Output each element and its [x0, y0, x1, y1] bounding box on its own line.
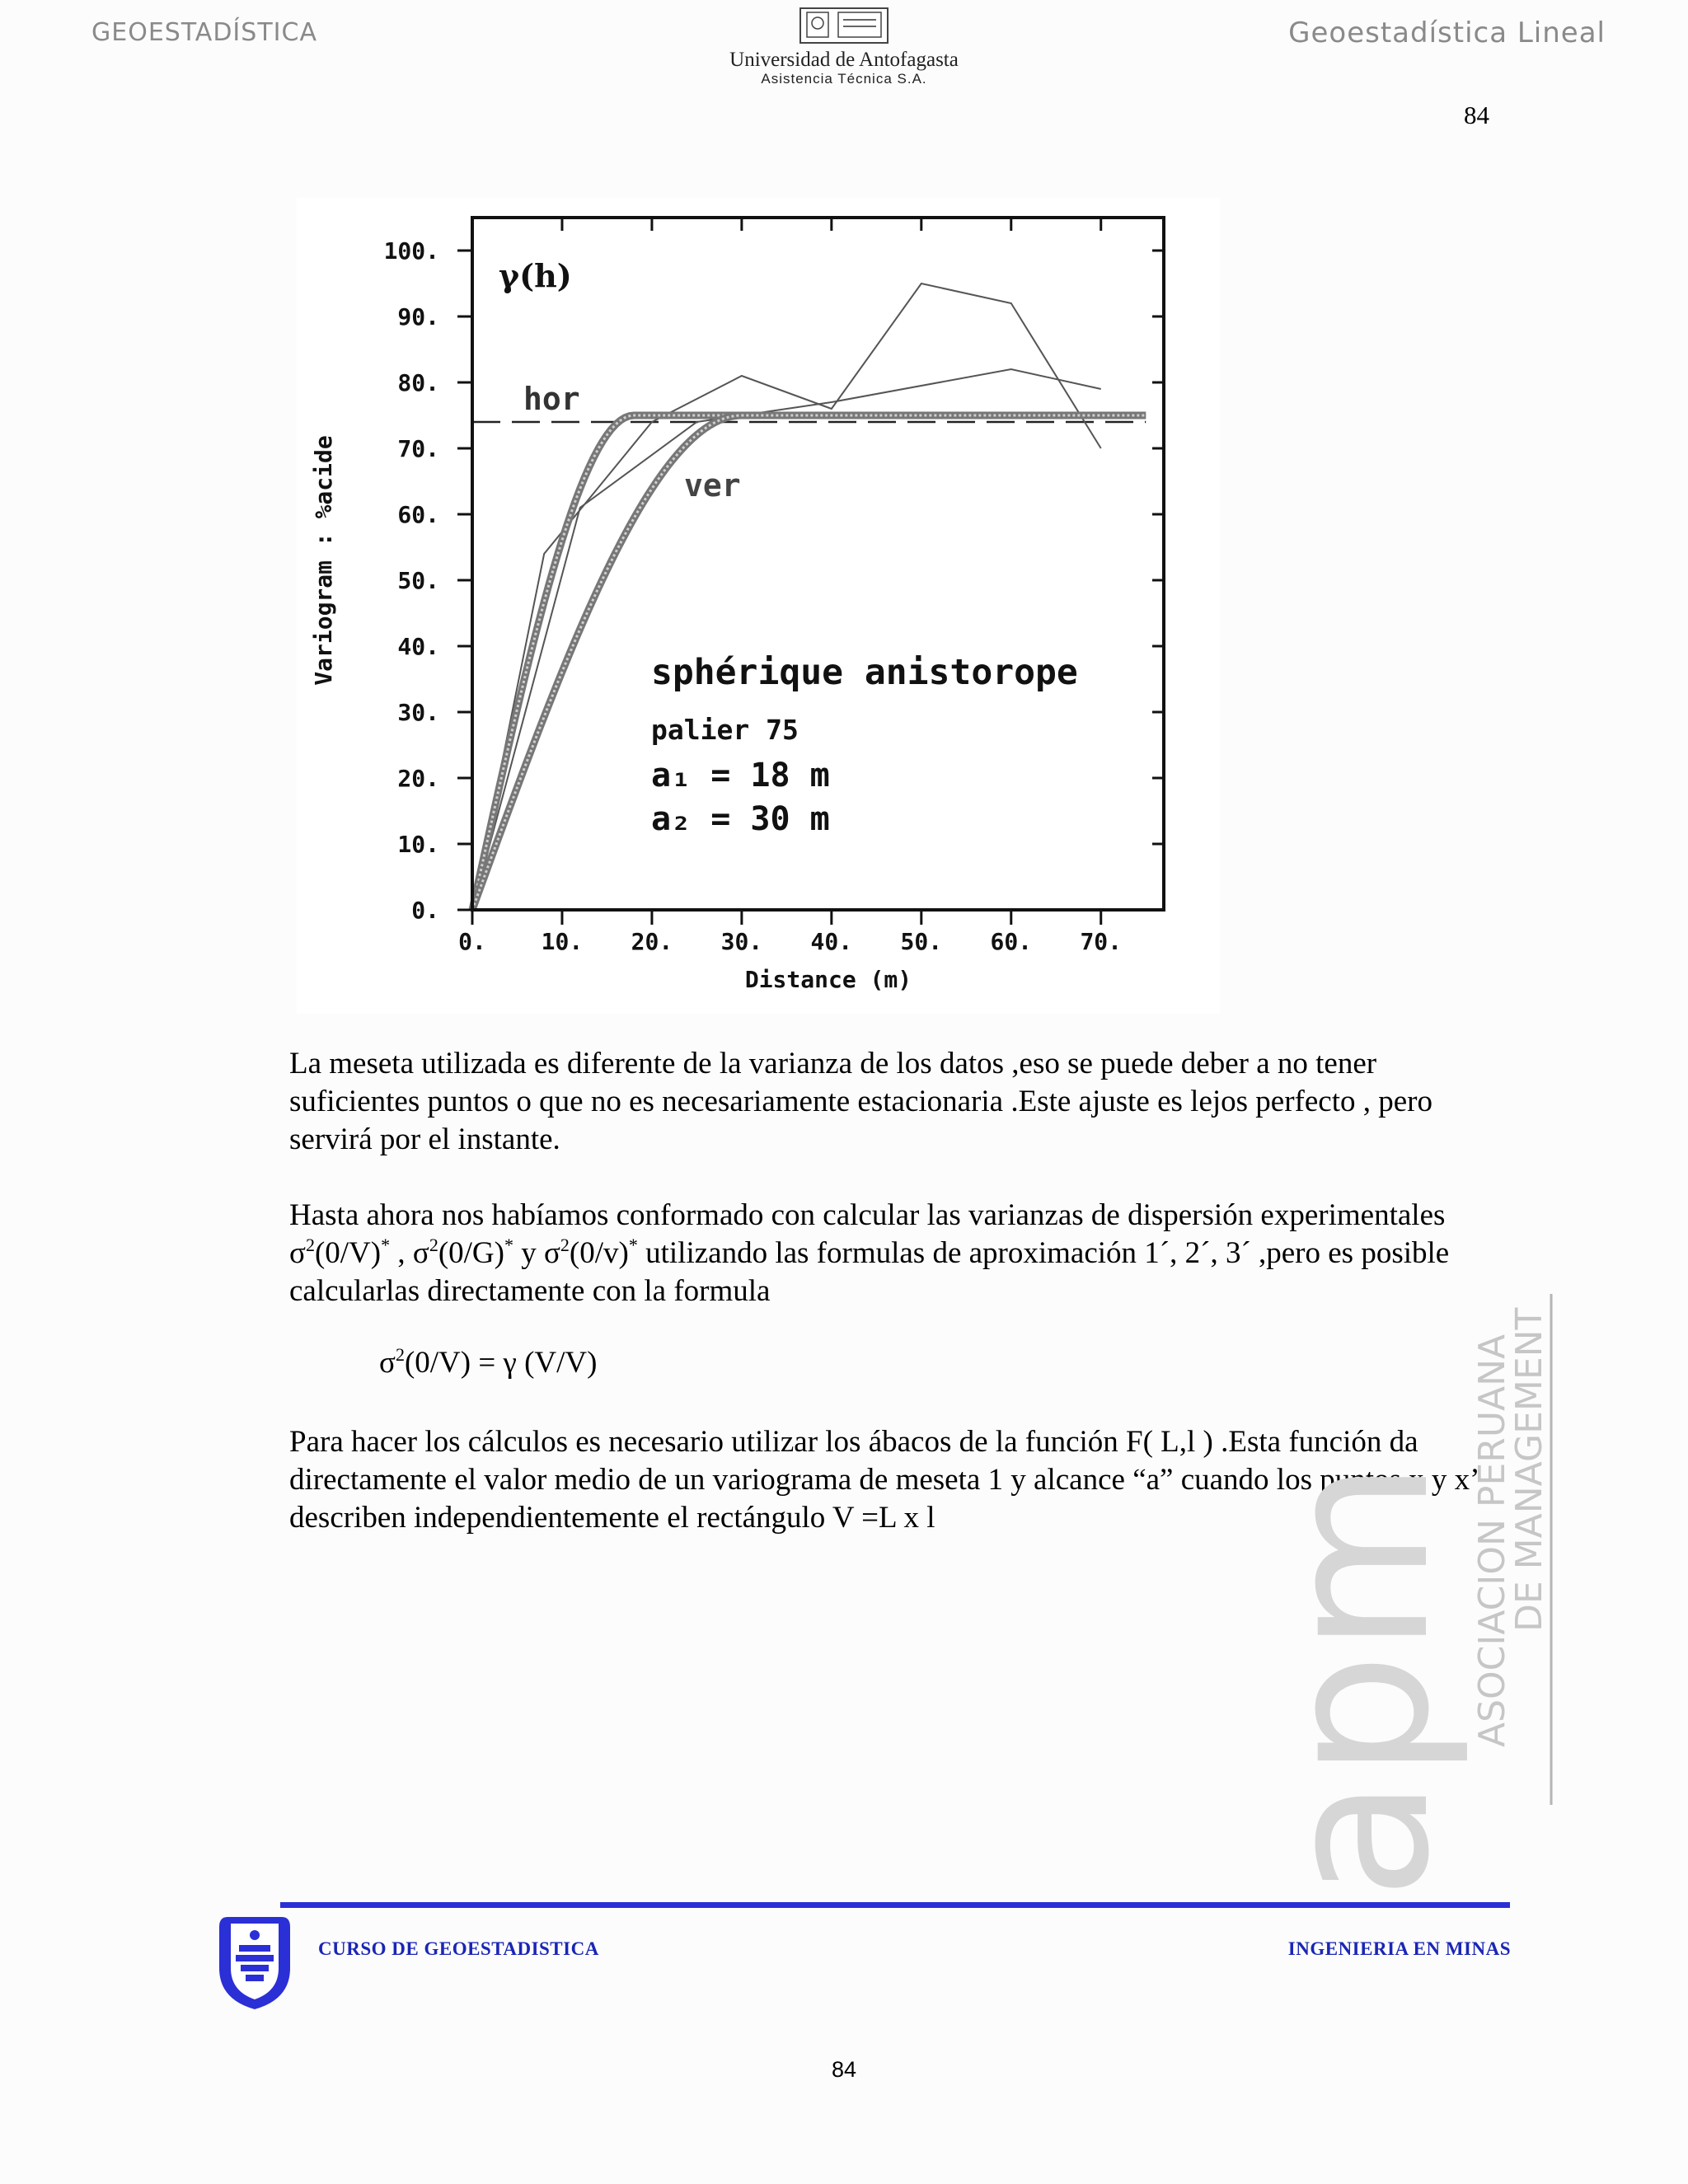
x-tick-label: 70.	[1080, 928, 1123, 955]
formula	[379, 1345, 597, 1380]
y-tick-label: 0.	[411, 897, 439, 924]
y-tick-label: 70.	[397, 435, 439, 462]
p2-text-f: (0/v)	[569, 1236, 629, 1270]
x-tick-label: 60.	[990, 928, 1033, 955]
p2-text-e: y σ	[513, 1236, 560, 1270]
p2-text-a: Hasta ahora nos habíamos conformado con calcular las varianzas de dispersión experimentales σ	[289, 1198, 1446, 1270]
x-tick-label: 40.	[810, 928, 853, 955]
university-subtitle: Asistencia Técnica S.A.	[761, 71, 927, 87]
university-name: Universidad de Antofagasta	[729, 49, 959, 71]
range-a2-label: a₂ = 30 m	[651, 800, 830, 838]
y-tick-label: 90.	[397, 303, 439, 330]
y-tick-label: 50.	[397, 567, 439, 594]
p2-text-d: (0/G)	[438, 1236, 504, 1270]
header-left-title: GEOESTADÍSTICA	[91, 18, 317, 47]
y-tick-label: 80.	[397, 369, 439, 396]
y-tick-label: 60.	[397, 501, 439, 528]
x-tick-label: 20.	[631, 928, 673, 955]
y-tick-label: 30.	[397, 699, 439, 726]
superscript-two: 2	[305, 1235, 315, 1255]
page-number-top: 84	[1464, 101, 1489, 129]
superscript-two: 2	[395, 1344, 405, 1365]
formula-rest: (0/V) = γ (V/V)	[404, 1346, 598, 1380]
superscript-two: 2	[429, 1235, 438, 1255]
x-tick-label: 50.	[900, 928, 943, 955]
gamma-label: γ(h)	[499, 257, 572, 294]
footer-course-title: CURSO DE GEOESTADISTICA	[318, 1938, 599, 1959]
x-axis-label: Distance (m)	[744, 966, 912, 993]
superscript-star: *	[504, 1235, 513, 1255]
superscript-star: *	[381, 1235, 391, 1255]
y-axis-label: Variogram : %acide	[310, 435, 337, 686]
footer-rule	[280, 1902, 1510, 1908]
y-tick-label: 10.	[397, 831, 439, 858]
p2-text-c: , σ	[390, 1236, 429, 1270]
superscript-star: *	[628, 1235, 638, 1255]
variogram-chart	[297, 198, 1220, 1014]
paragraph-varianzas	[289, 1197, 1493, 1310]
p2-text-b: (0/V)	[314, 1236, 382, 1270]
paragraph-abacos: Para hacer los cálculos es necesario utilizar los ábacos de la función F( L,l ) .Esta función da directamente el valor medio de un variograma de meseta 1 y alcance “a” cuando los puntos x y x’ describen independientemente el rectángulo V =L x l	[289, 1425, 1478, 1535]
p2-text-g: utilizando las formulas de aproximación 1´, 2´, 3´ ,pero es posible calcularlas directamente con la formula	[289, 1236, 1450, 1308]
model-title: sphérique anistorope	[651, 652, 1078, 693]
y-tick-label: 100.	[383, 237, 439, 265]
y-tick-label: 40.	[397, 633, 439, 660]
page-number-bottom: 84	[831, 2057, 857, 2082]
range-a1-label: a₁ = 18 m	[651, 757, 830, 794]
variogram-figure	[297, 198, 1220, 1014]
ver-label: ver	[684, 467, 741, 504]
header-right-title: Geoestadística Lineal	[1288, 16, 1606, 49]
footer-program-title: INGENIERIA EN MINAS	[1287, 1938, 1511, 1959]
paragraph-meseta: La meseta utilizada es diferente de la varianza de los datos ,eso se puede deber a no tener suficientes puntos o que no es necesariamente estacionaria .Este ajuste es lejos perfecto , pero servirá por el instante.	[289, 1047, 1432, 1156]
superscript-two: 2	[560, 1235, 570, 1255]
formula-sigma: σ	[379, 1346, 396, 1380]
palier-label: palier 75	[651, 714, 799, 746]
university-seal-icon	[211, 1910, 298, 2013]
hor-label: hor	[523, 381, 580, 417]
watermark-line2: DE MANAGEMENT	[1508, 1307, 1550, 1632]
watermark-letters: apm	[1242, 1460, 1473, 1900]
apm-watermark-logo	[1242, 1269, 1615, 1929]
x-tick-label: 10.	[541, 928, 584, 955]
x-tick-label: 30.	[720, 928, 763, 955]
header-university-block	[0, 5, 1688, 87]
x-tick-label: 0.	[458, 928, 486, 955]
watermark-line1: ASOCIACION PERUANA	[1471, 1333, 1513, 1747]
y-tick-label: 20.	[397, 765, 439, 792]
university-logo-icon	[799, 5, 889, 45]
